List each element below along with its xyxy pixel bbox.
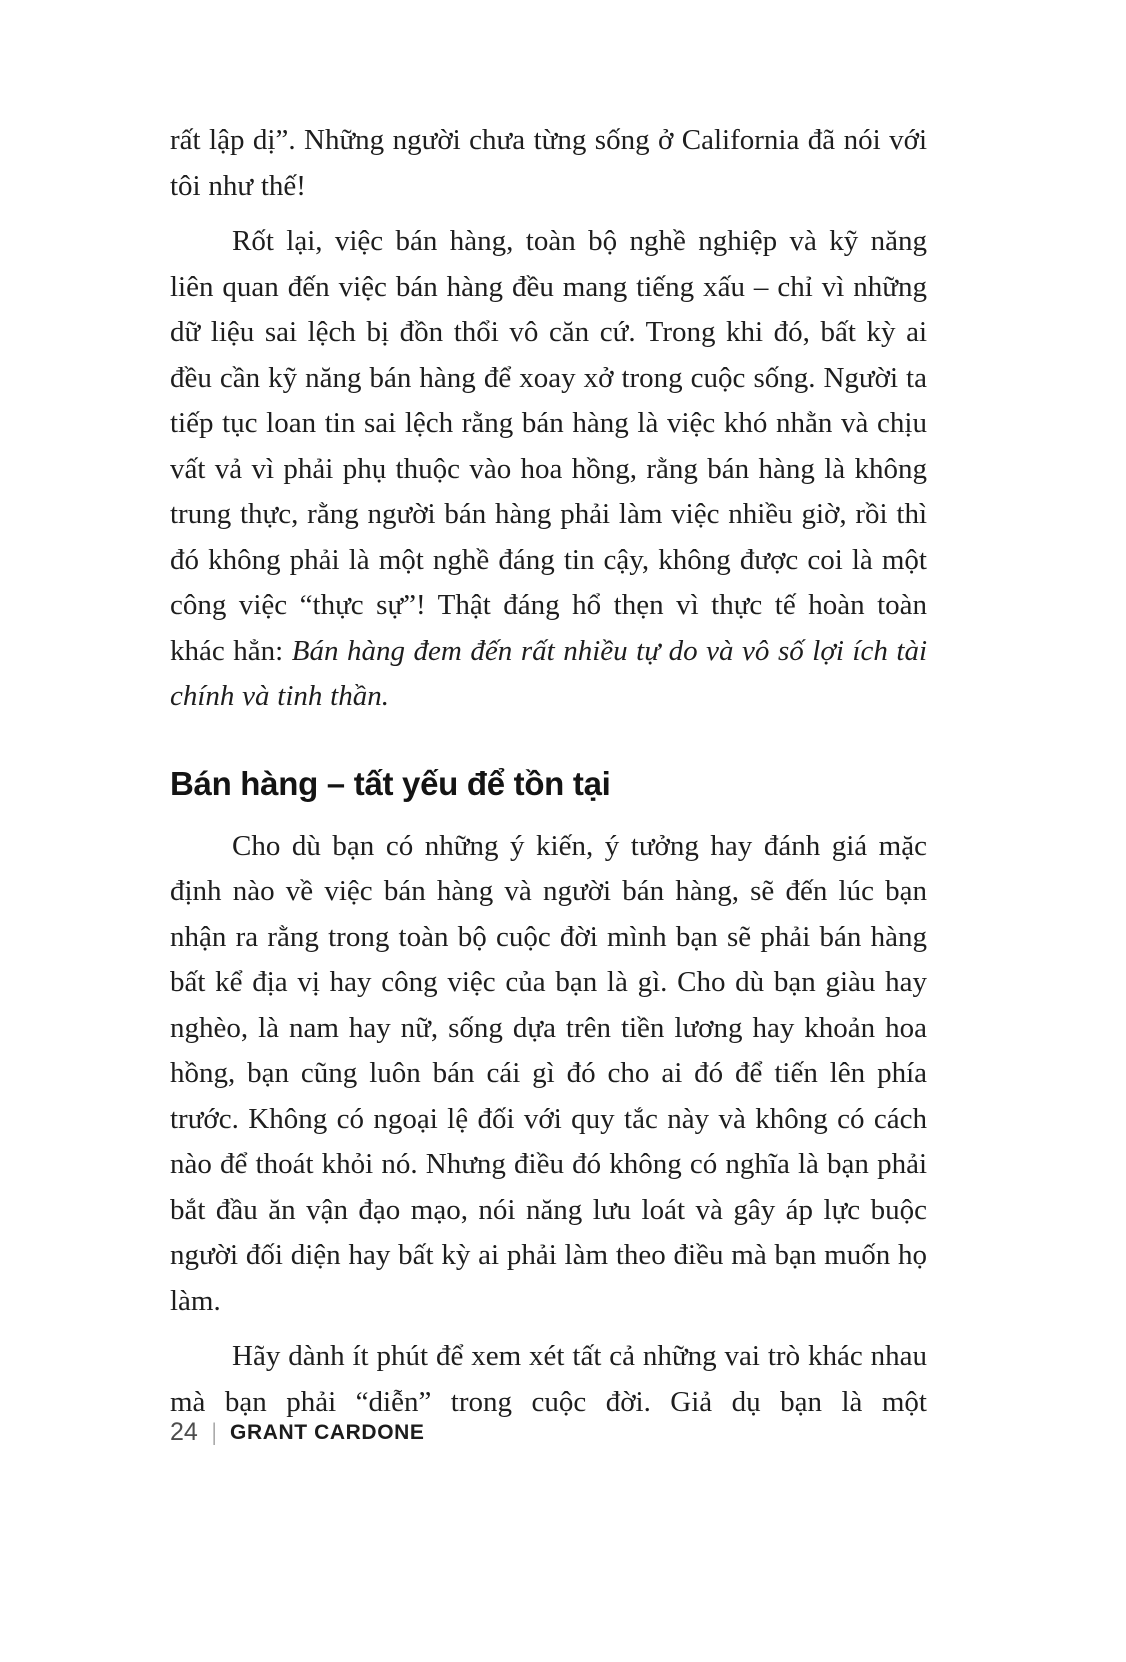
paragraph-text: Rốt lại, việc bán hàng, toàn bộ nghề nghiệp và kỹ năng liên quan đến việc bán hàng đều mang tiếng xấu – chỉ vì những dữ liệu sai lệch bị đồn thổi vô căn cứ. Trong khi đó, bất kỳ ai đều cần kỹ năng bán hàng để xoay xở trong cuộc sống. Người ta tiếp tục loan tin sai lệch rằng bán hàng là việc khó nhằn và chịu vất vả vì phải phụ thuộc vào hoa hồng, rằng bán hàng là không trung thực, rằng người bán hàng phải làm việc nhiều giờ, rồi thì đó không phải là một nghề đáng tin cậy, không được coi là một công việc “thực sự”! Thật đáng hổ thẹn vì thực tế hoàn toàn khác hẳn: — [170, 225, 927, 667]
page-footer — [170, 1418, 425, 1447]
page-number: 24 — [170, 1418, 198, 1446]
paragraph: Hãy dành ít phút để xem xét tất cả những vai trò khác nhau mà bạn phải “diễn” trong cuộc đời. Giả dụ bạn là một — [170, 1340, 927, 1418]
paragraph-emphasis-italic: Bán hàng đem đến rất nhiều tự do và vô số lợi ích tài chính và tinh thần. — [170, 634, 928, 712]
body-text-block — [170, 118, 927, 1425]
paragraph-continuation: rất lập dị”. Những người chưa từng sống ở California đã nói với tôi như thế! — [170, 124, 927, 202]
footer-separator: | — [212, 1418, 216, 1446]
paragraph — [170, 219, 927, 720]
footer-author-name: GRANT CARDONE — [230, 1420, 425, 1444]
section-heading: Bán hàng – tất yếu để tồn tại — [170, 764, 611, 802]
paragraph: Cho dù bạn có những ý kiến, ý tưởng hay đánh giá mặc định nào về việc bán hàng và người bán hàng, sẽ đến lúc bạn nhận ra rằng trong toàn bộ cuộc đời mình bạn sẽ phải bán hàng bất kể địa vị hay công việc của bạn là gì. Cho dù bạn giàu hay nghèo, là nam hay nữ, sống dựa trên tiền lương hay khoản hoa hồng, bạn cũng luôn bán cái gì đó cho ai đó để tiến lên phía trước. Không có ngoại lệ đối với quy tắc này và không có cách nào để thoát khỏi nó. Nhưng điều đó không có nghĩa là bạn phải bắt đầu ăn vận đạo mạo, nói năng lưu loát và gây áp lực buộc người đối diện hay bất kỳ ai phải làm theo điều mà bạn muốn họ làm. — [170, 829, 927, 1317]
